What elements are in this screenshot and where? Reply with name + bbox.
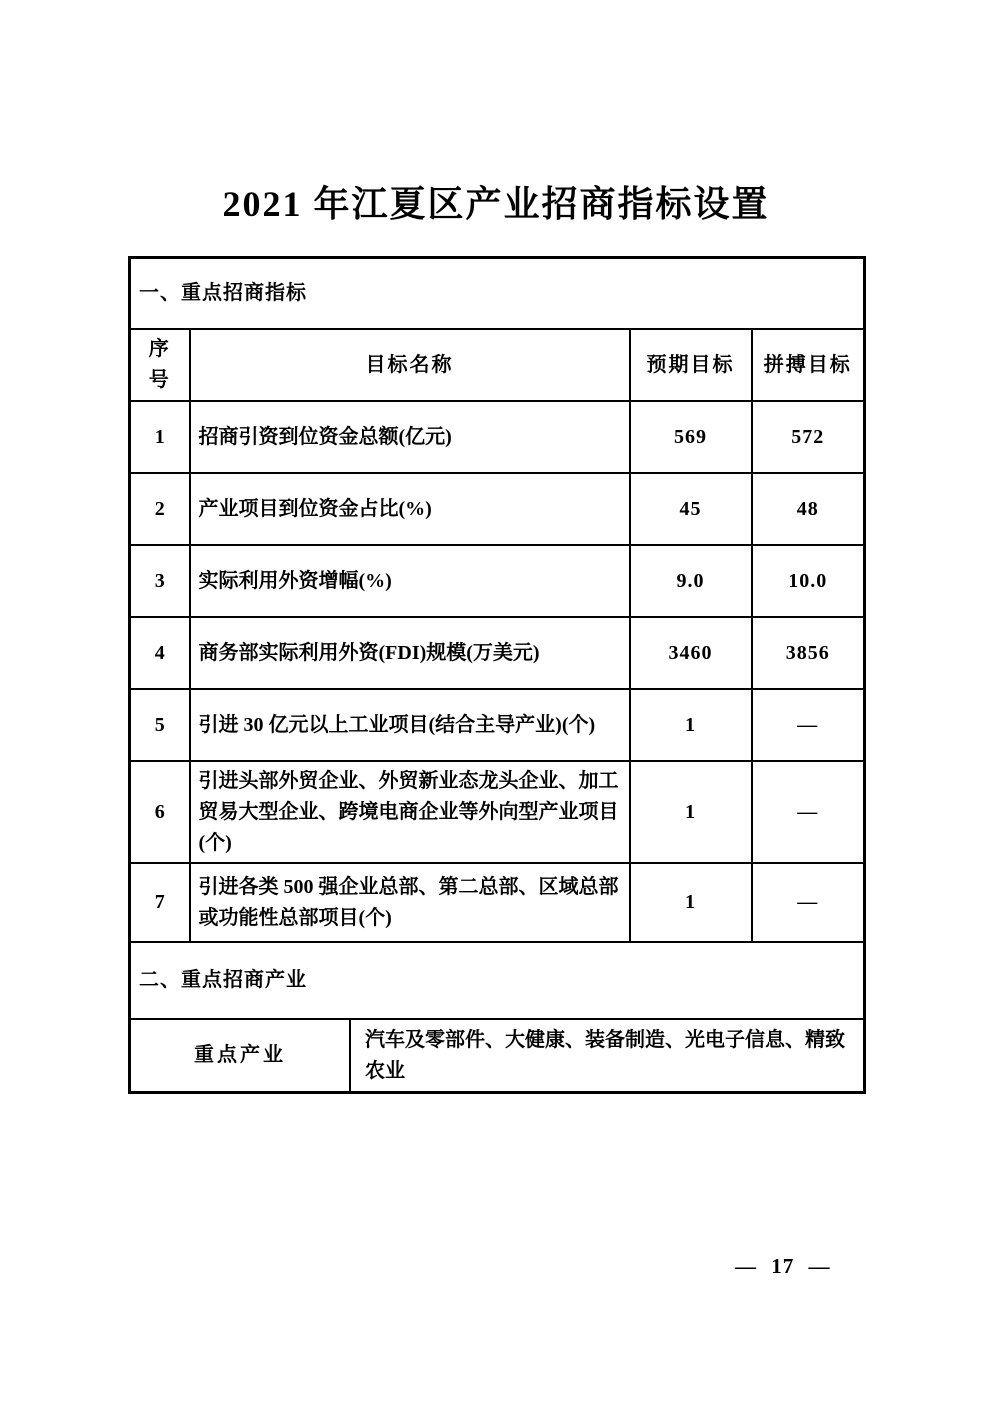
row-5-expected: 1	[630, 689, 752, 761]
row-3-stretch: 10.0	[752, 545, 865, 617]
col-header-stretch: 拼搏目标	[752, 329, 865, 401]
row-7-expected: 1	[630, 863, 752, 942]
col-header-expected: 预期目标	[630, 329, 752, 401]
row-4-expected: 3460	[630, 617, 752, 689]
table-row-7	[130, 863, 865, 942]
row-7-no: 7	[130, 863, 190, 942]
row-3-expected: 9.0	[630, 545, 752, 617]
col-header-name: 目标名称	[190, 329, 630, 401]
row-5-name: 引进 30 亿元以上工业项目(结合主导产业)(个)	[190, 689, 630, 761]
row-7-stretch: —	[752, 863, 865, 942]
page-number: — 17 —	[735, 1254, 831, 1278]
row-6-no: 6	[130, 761, 190, 863]
table-row-3	[130, 545, 865, 617]
row-1-expected: 569	[630, 401, 752, 473]
row-4-stretch: 3856	[752, 617, 865, 689]
industry-value: 汽车及零部件、大健康、装备制造、光电子信息、精致农业	[365, 1028, 845, 1082]
industry-row	[130, 1019, 865, 1093]
row-1-stretch: 572	[752, 401, 865, 473]
section-1-row	[130, 258, 865, 330]
row-2-stretch: 48	[752, 473, 865, 545]
section-2-row	[130, 942, 865, 1019]
row-6-stretch: —	[752, 761, 865, 863]
row-2-no: 2	[130, 473, 190, 545]
table-row-2	[130, 473, 865, 545]
section-1-title: 一、重点招商指标	[130, 258, 865, 330]
table-row-6	[130, 761, 865, 863]
section-2-title: 二、重点招商产业	[130, 942, 865, 1019]
page-title: 2021 年江夏区产业招商指标设置	[222, 184, 770, 224]
row-5-no: 5	[130, 689, 190, 761]
row-2-name: 产业项目到位资金占比(%)	[190, 473, 630, 545]
row-7-name: 引进各类 500 强企业总部、第二总部、区域总部或功能性总部项目(个)	[190, 863, 630, 942]
row-5-stretch: —	[752, 689, 865, 761]
row-4-name: 商务部实际利用外资(FDI)规模(万美元)	[190, 617, 630, 689]
table-row-4	[130, 617, 865, 689]
row-4-no: 4	[130, 617, 190, 689]
table-row-5	[130, 689, 865, 761]
column-header-row	[130, 329, 865, 401]
industry-label: 重点产业	[131, 1020, 351, 1091]
row-3-no: 3	[130, 545, 190, 617]
row-1-name: 招商引资到位资金总额(亿元)	[190, 401, 630, 473]
row-1-no: 1	[130, 401, 190, 473]
row-6-name: 引进头部外贸企业、外贸新业态龙头企业、加工贸易大型企业、跨境电商企业等外向型产业项目(个)	[190, 761, 630, 863]
industry-row-cell	[130, 1019, 865, 1093]
col-header-no: 序号	[130, 329, 190, 401]
indicators-table	[128, 256, 866, 1094]
row-2-expected: 45	[630, 473, 752, 545]
table-row-1	[130, 401, 865, 473]
row-6-expected: 1	[630, 761, 752, 863]
row-3-name: 实际利用外资增幅(%)	[190, 545, 630, 617]
